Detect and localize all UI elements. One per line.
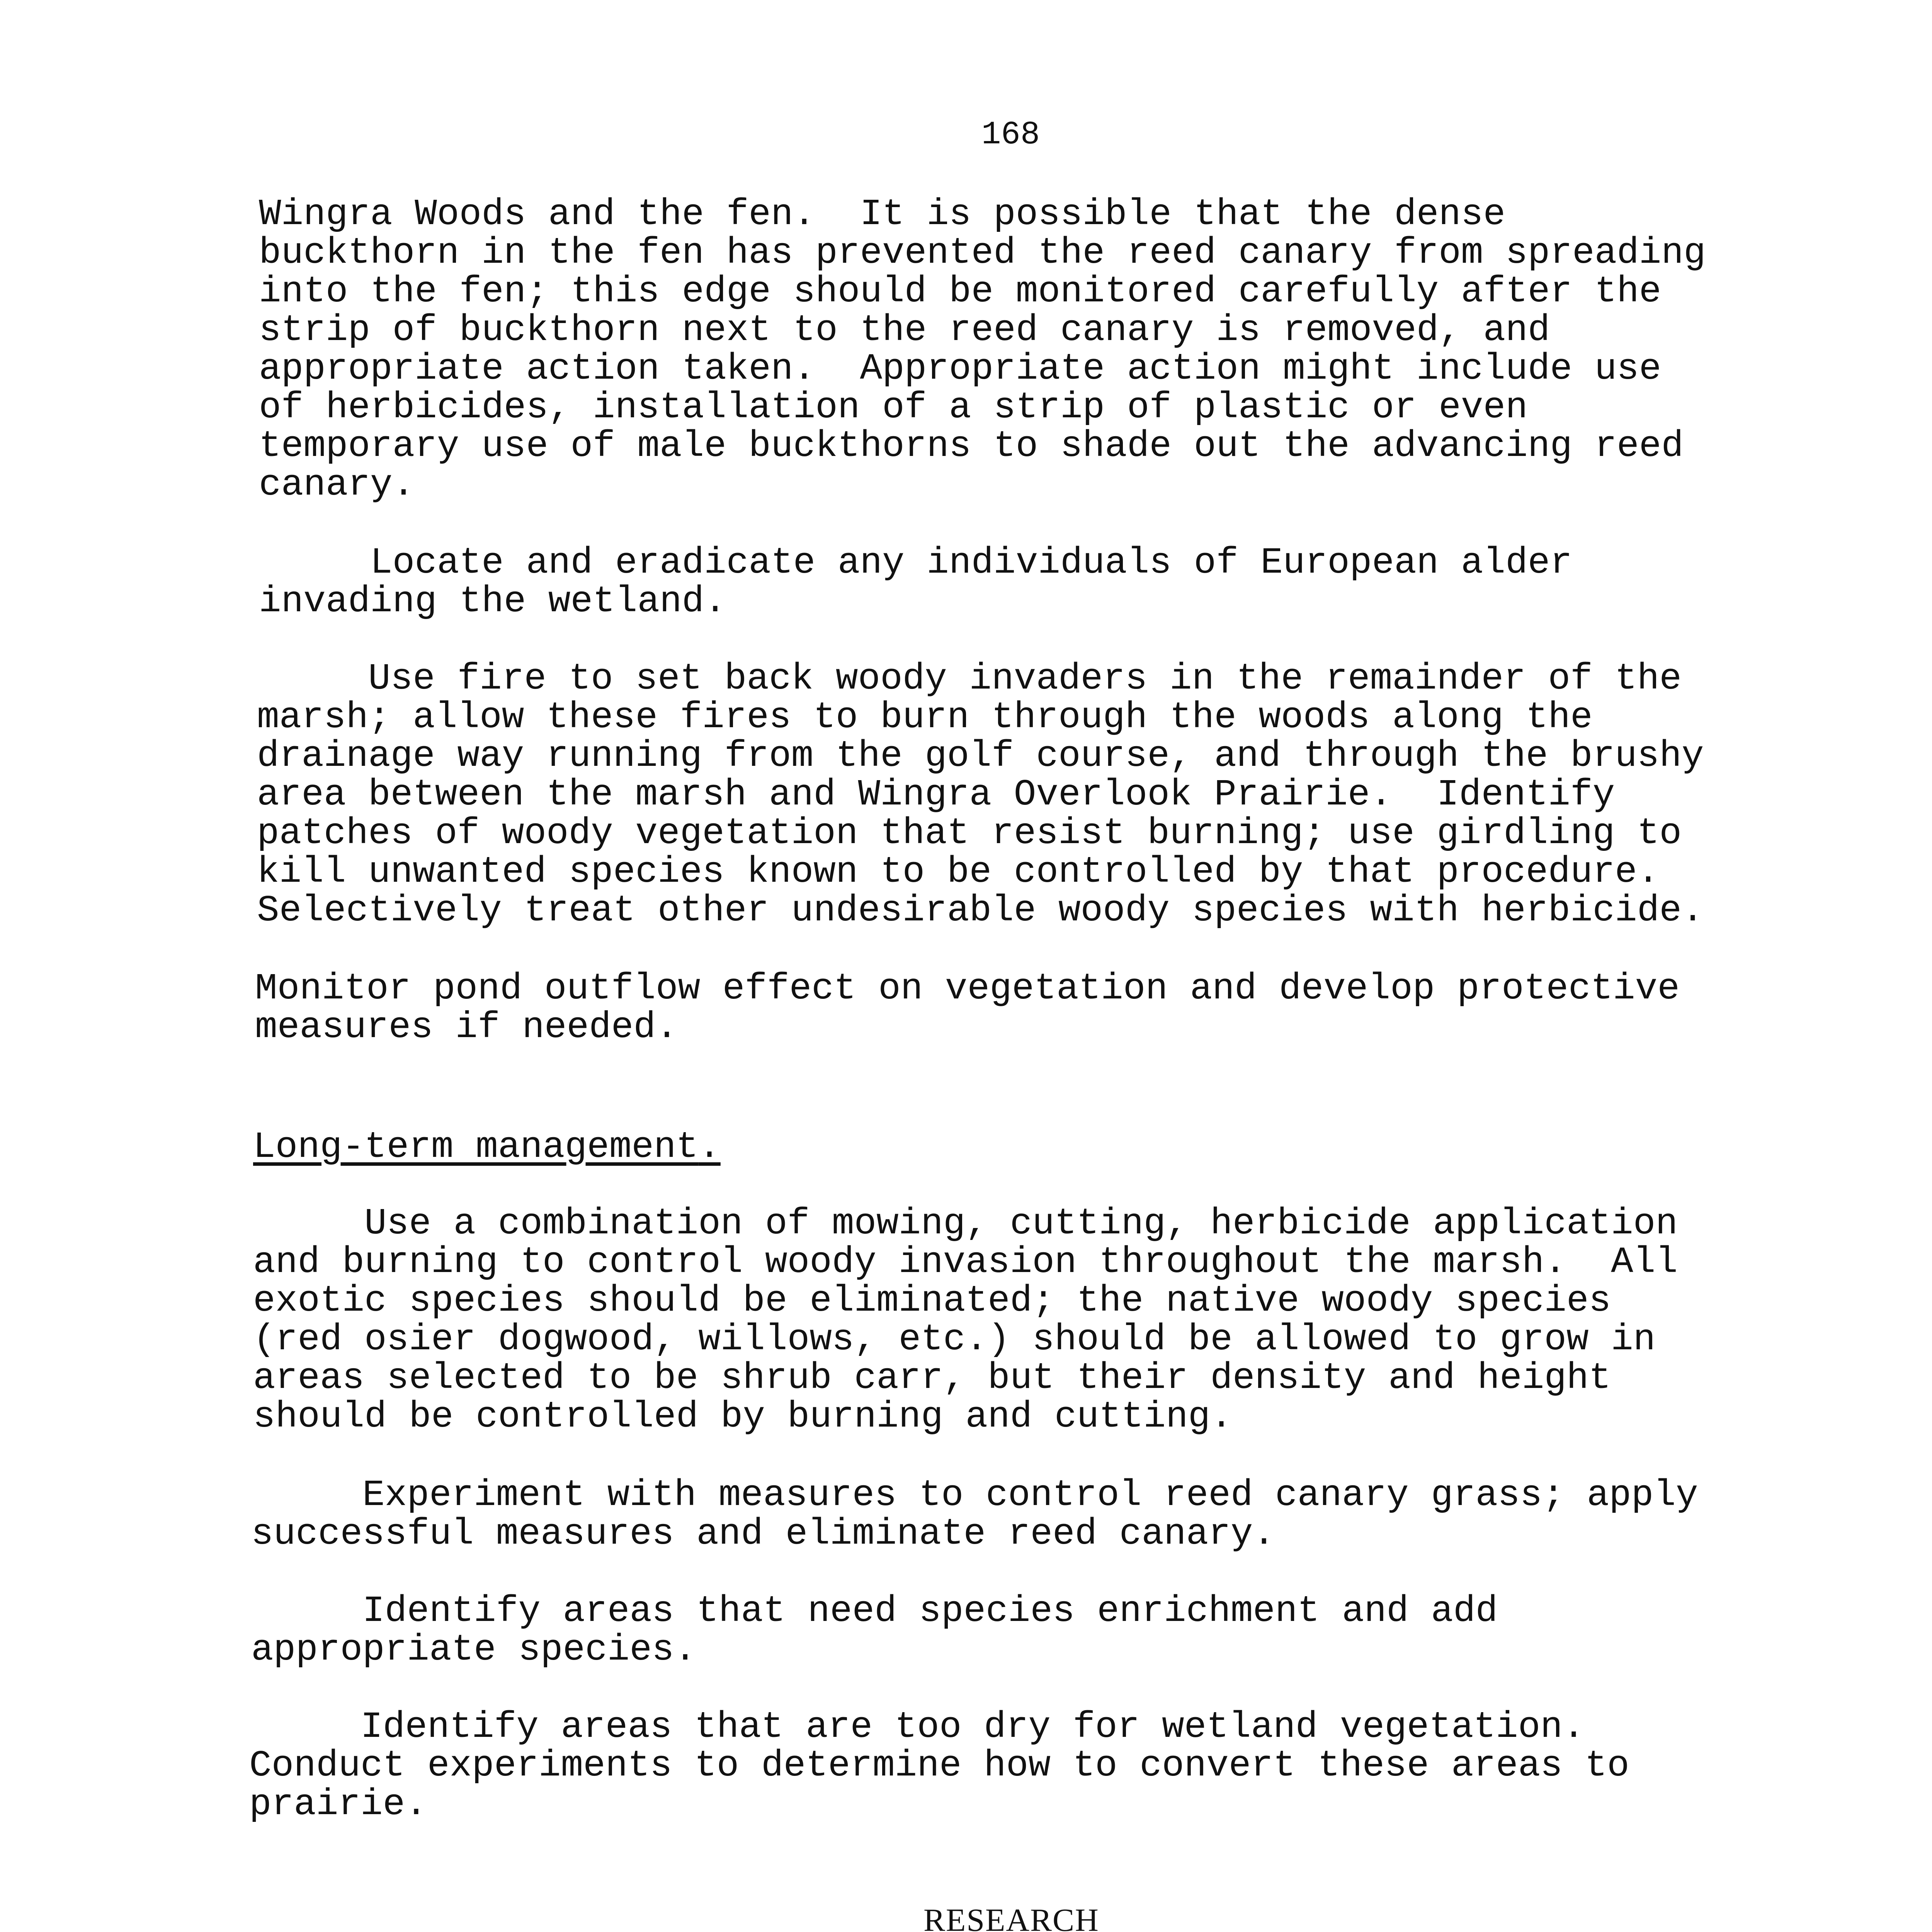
paragraph-reed-canary-experiment: Experiment with measures to control reed canary grass; apply successful measures and eliminate reed canary. <box>251 1474 1698 1555</box>
long-term-management-heading <box>253 1128 721 1167</box>
paragraph-dry-areas-prairie: Identify areas that are too dry for wetland vegetation. Conduct experiments to determine how to convert these areas to prairie. <box>249 1706 1629 1825</box>
paragraph-european-alder: Locate and eradicate any individuals of European alder invading the wetland. <box>259 542 1572 622</box>
paragraph-pond-outflow: Monitor pond outflow effect on vegetation and develop protective measures if needed. <box>255 968 1680 1048</box>
research-section-title: RESEARCH <box>923 1902 1099 1932</box>
paragraph-fire-woody-invaders: Use fire to set back woody invaders in the remainder of the marsh; allow these fires to burn through the woods along the drainage way running from the golf course, and through the brushy area between the marsh and Wingra Overlook Prairie. Identify patches of woody vegetation that resist burning; use girdling to kill unwanted species known to be controlled by that procedure. Selectively treat other undesirable woody species with herbicide. <box>257 658 1704 932</box>
heading-period: . <box>698 1126 721 1168</box>
paragraph-species-enrichment: Identify areas that need species enrichment and add appropriate species. <box>251 1590 1498 1671</box>
long-term-management-label: Long-term management <box>253 1126 699 1168</box>
paragraph-fen-buckthorn: Wingra Woods and the fen. It is possible that the dense buckthorn in the fen has prevented the reed canary from spreading into the fen; this edge should be monitored carefully after the strip of buckthorn next to the reed canary is removed, and appropriate action taken. Appropriate action might include use of herbicides, installation of a strip of plastic or even temporary use of male buckthorns to shade out the advancing reed canary. <box>259 193 1706 506</box>
page-number: 168 <box>981 117 1040 153</box>
paragraph-mowing-cutting: Use a combination of mowing, cutting, herbicide application and burning to control woody invasion throughout the marsh. All exotic species should be eliminated; the native woody species (red osier dogwood, willows, etc.) should be allowed to grow in areas selected to be shrub carr, but their density and height should be controlled by burning and cutting. <box>253 1202 1678 1438</box>
